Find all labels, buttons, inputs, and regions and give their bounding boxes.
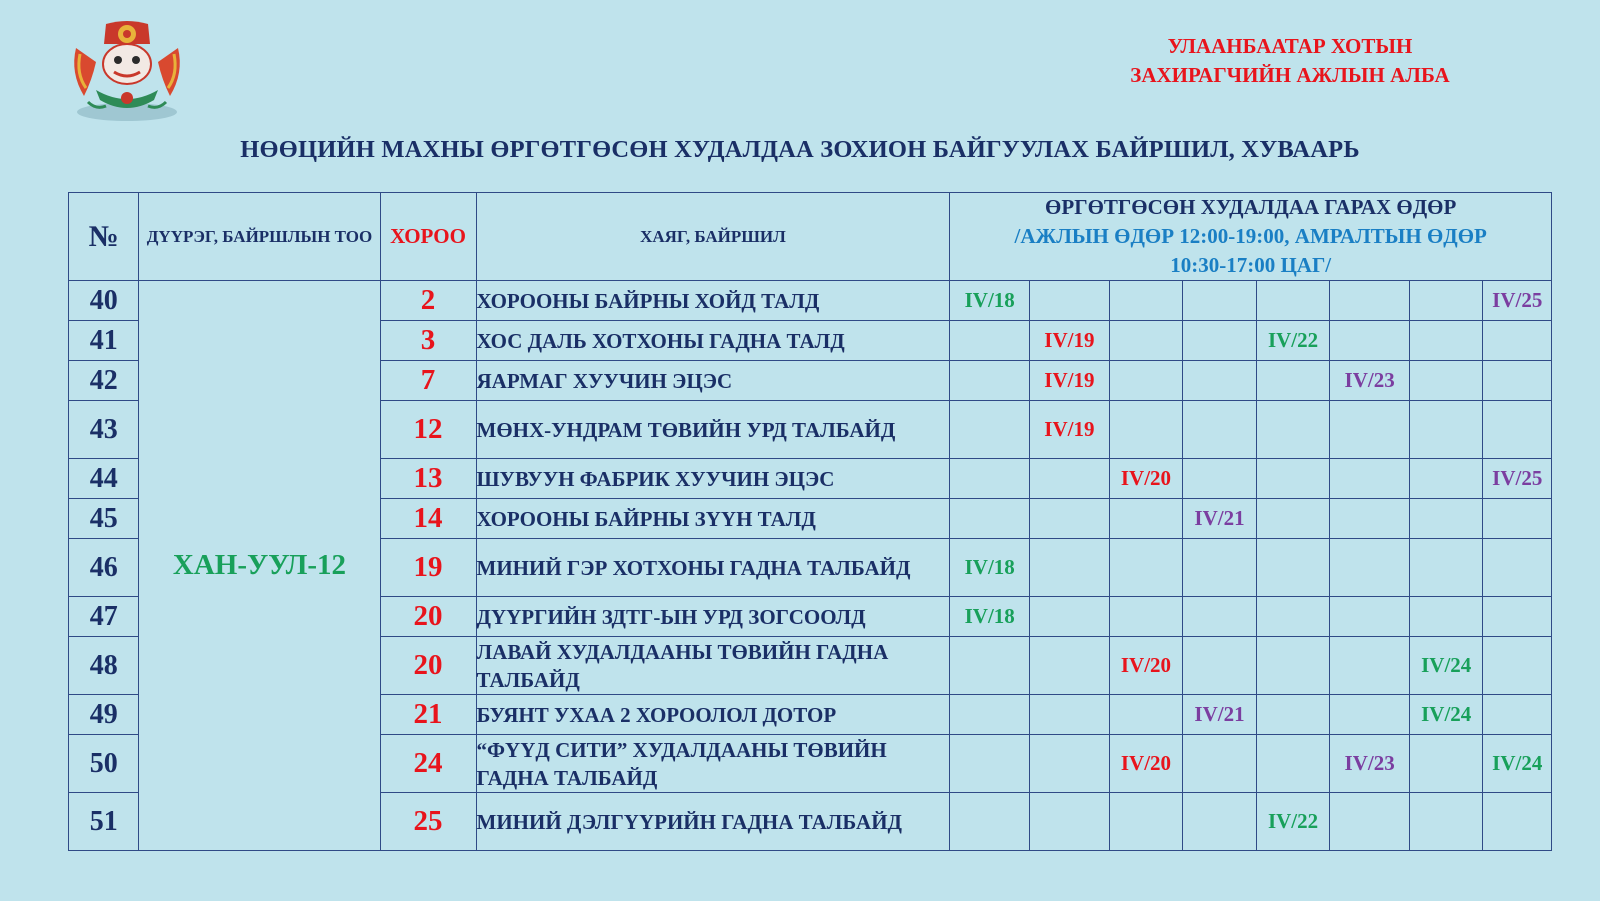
- date-cell: [950, 459, 1030, 499]
- row-number: 44: [69, 459, 139, 499]
- date-cell: [1330, 499, 1410, 539]
- date-cell: [1409, 321, 1483, 361]
- date-cell: [1483, 361, 1552, 401]
- date-cell: IV/19: [1030, 321, 1110, 361]
- date-cell: [1483, 597, 1552, 637]
- date-cell: [1030, 735, 1110, 793]
- date-cell: [1256, 401, 1330, 459]
- table-row: [69, 281, 1552, 321]
- date-cell: IV/25: [1483, 459, 1552, 499]
- date-cell: IV/18: [950, 539, 1030, 597]
- header-dates-hours-cont: 10:30-17:00 ЦАГ/: [1170, 253, 1332, 277]
- date-cell: [1483, 695, 1552, 735]
- row-number: 50: [69, 735, 139, 793]
- date-cell: [950, 499, 1030, 539]
- date-cell: [1109, 361, 1183, 401]
- address-cell: ЛАВАЙ ХУДАЛДААНЫ ТӨВИЙН ГАДНА ТАЛБАЙД: [476, 637, 950, 695]
- date-cell: [1030, 597, 1110, 637]
- row-number: 42: [69, 361, 139, 401]
- date-cell: [1109, 499, 1183, 539]
- date-cell: [1330, 321, 1410, 361]
- header-dates-title: ӨРГӨТГӨСӨН ХУДАЛДАА ГАРАХ ӨДӨР: [1045, 195, 1457, 219]
- date-cell: [1256, 597, 1330, 637]
- date-cell: IV/22: [1256, 321, 1330, 361]
- date-cell: IV/21: [1183, 499, 1257, 539]
- date-cell: [1330, 637, 1410, 695]
- date-cell: [1109, 695, 1183, 735]
- date-cell: [1483, 499, 1552, 539]
- date-cell: [1183, 459, 1257, 499]
- date-cell: [1256, 499, 1330, 539]
- row-number: 40: [69, 281, 139, 321]
- date-cell: [1183, 281, 1257, 321]
- date-cell: [1183, 637, 1257, 695]
- date-cell: [1330, 539, 1410, 597]
- date-cell: IV/20: [1109, 459, 1183, 499]
- date-cell: IV/19: [1030, 401, 1110, 459]
- date-cell: [1183, 539, 1257, 597]
- date-cell: [1409, 793, 1483, 851]
- date-cell: [1256, 361, 1330, 401]
- date-cell: [1030, 499, 1110, 539]
- khoroo-cell: 25: [380, 793, 476, 851]
- date-cell: [1409, 401, 1483, 459]
- date-cell: [1183, 321, 1257, 361]
- khoroo-cell: 12: [380, 401, 476, 459]
- date-cell: [1409, 281, 1483, 321]
- row-number: 46: [69, 539, 139, 597]
- khoroo-cell: 3: [380, 321, 476, 361]
- district-cell: ХАН-УУЛ-12: [139, 281, 380, 851]
- date-cell: [1483, 793, 1552, 851]
- khoroo-cell: 21: [380, 695, 476, 735]
- khoroo-cell: 14: [380, 499, 476, 539]
- date-cell: [1030, 793, 1110, 851]
- date-cell: [1409, 735, 1483, 793]
- header-district: ДҮҮРЭГ, БАЙРШЛЫН ТОО: [139, 193, 380, 281]
- date-cell: [1183, 401, 1257, 459]
- address-cell: ХОРООНЫ БАЙРНЫ ХОЙД ТАЛД: [476, 281, 950, 321]
- date-cell: IV/20: [1109, 637, 1183, 695]
- date-cell: [1030, 281, 1110, 321]
- date-cell: [1409, 459, 1483, 499]
- khoroo-cell: 20: [380, 637, 476, 695]
- organization-line-2: ЗАХИРАГЧИЙН АЖЛЫН АЛБА: [1130, 63, 1450, 87]
- date-cell: [1483, 401, 1552, 459]
- date-cell: [950, 793, 1030, 851]
- date-cell: [1256, 695, 1330, 735]
- date-cell: [1109, 401, 1183, 459]
- address-cell: ЯАРМАГ ХУУЧИН ЭЦЭС: [476, 361, 950, 401]
- date-cell: [1109, 321, 1183, 361]
- khoroo-cell: 20: [380, 597, 476, 637]
- row-number: 51: [69, 793, 139, 851]
- date-cell: [1109, 281, 1183, 321]
- date-cell: IV/19: [1030, 361, 1110, 401]
- date-cell: [1330, 459, 1410, 499]
- address-cell: МИНИЙ ГЭР ХОТХОНЫ ГАДНА ТАЛБАЙД: [476, 539, 950, 597]
- date-cell: [1256, 459, 1330, 499]
- header-row: [69, 193, 1552, 281]
- date-cell: [1030, 539, 1110, 597]
- address-cell: БУЯНТ УХАА 2 ХОРООЛОЛ ДОТОР: [476, 695, 950, 735]
- date-cell: [1183, 793, 1257, 851]
- row-number: 43: [69, 401, 139, 459]
- address-cell: ДҮҮРГИЙН ЗДТГ-ЫН УРД ЗОГСООЛД: [476, 597, 950, 637]
- date-cell: [1409, 539, 1483, 597]
- date-cell: [1256, 735, 1330, 793]
- date-cell: [1109, 539, 1183, 597]
- row-number: 49: [69, 695, 139, 735]
- date-cell: [1030, 695, 1110, 735]
- page-title: НӨӨЦИЙН МАХНЫ ӨРГӨТГӨСӨН ХУДАЛДАА ЗОХИОН БАЙГУУЛАХ БАЙРШИЛ, ХУВААРЬ: [240, 136, 1360, 163]
- date-cell: [1409, 361, 1483, 401]
- date-cell: IV/24: [1409, 637, 1483, 695]
- date-cell: [1030, 637, 1110, 695]
- header-no: №: [69, 193, 139, 281]
- khoroo-cell: 7: [380, 361, 476, 401]
- row-number: 45: [69, 499, 139, 539]
- date-cell: IV/23: [1330, 735, 1410, 793]
- organization-line-1: УЛААНБААТАР ХОТЫН: [1167, 34, 1413, 58]
- row-number: 41: [69, 321, 139, 361]
- date-cell: [1256, 637, 1330, 695]
- date-cell: [1483, 321, 1552, 361]
- date-cell: [1483, 539, 1552, 597]
- date-cell: [950, 401, 1030, 459]
- emblem-icon: [66, 18, 188, 126]
- address-cell: МӨНХ-УНДРАМ ТӨВИЙН УРД ТАЛБАЙД: [476, 401, 950, 459]
- header-address: ХАЯГ, БАЙРШИЛ: [476, 193, 950, 281]
- date-cell: [1330, 281, 1410, 321]
- date-cell: IV/21: [1183, 695, 1257, 735]
- khoroo-cell: 2: [380, 281, 476, 321]
- address-cell: ХОРООНЫ БАЙРНЫ ЗҮҮН ТАЛД: [476, 499, 950, 539]
- address-cell: “ФҮҮД СИТИ” ХУДАЛДААНЫ ТӨВИЙН ГАДНА ТАЛБАЙД: [476, 735, 950, 793]
- date-cell: IV/24: [1483, 735, 1552, 793]
- khoroo-cell: 13: [380, 459, 476, 499]
- date-cell: [1109, 597, 1183, 637]
- date-cell: [950, 637, 1030, 695]
- date-cell: [1409, 597, 1483, 637]
- address-cell: ШУВУУН ФАБРИК ХУУЧИН ЭЦЭС: [476, 459, 950, 499]
- organization-name: [1080, 32, 1500, 90]
- date-cell: IV/24: [1409, 695, 1483, 735]
- row-number: 47: [69, 597, 139, 637]
- date-cell: [950, 361, 1030, 401]
- date-cell: [1030, 459, 1110, 499]
- date-cell: [950, 695, 1030, 735]
- date-cell: IV/25: [1483, 281, 1552, 321]
- date-cell: [950, 321, 1030, 361]
- date-cell: [1483, 637, 1552, 695]
- date-cell: IV/20: [1109, 735, 1183, 793]
- date-cell: [1409, 499, 1483, 539]
- date-cell: [1183, 735, 1257, 793]
- header-dates-hours: /АЖЛЫН ӨДӨР 12:00-19:00, АМРАЛТЫН ӨДӨР: [1014, 224, 1487, 248]
- date-cell: [950, 735, 1030, 793]
- date-cell: IV/22: [1256, 793, 1330, 851]
- date-cell: [1330, 401, 1410, 459]
- date-cell: IV/23: [1330, 361, 1410, 401]
- date-cell: [1183, 361, 1257, 401]
- khoroo-cell: 24: [380, 735, 476, 793]
- khoroo-cell: 19: [380, 539, 476, 597]
- date-cell: [1183, 597, 1257, 637]
- date-cell: [1109, 793, 1183, 851]
- date-cell: [1330, 695, 1410, 735]
- date-cell: [1256, 539, 1330, 597]
- row-number: 48: [69, 637, 139, 695]
- address-cell: МИНИЙ ДЭЛГҮҮРИЙН ГАДНА ТАЛБАЙД: [476, 793, 950, 851]
- header-dates: [950, 193, 1552, 281]
- date-cell: [1330, 793, 1410, 851]
- date-cell: [1330, 597, 1410, 637]
- date-cell: IV/18: [950, 281, 1030, 321]
- schedule-table: [68, 192, 1552, 851]
- date-cell: IV/18: [950, 597, 1030, 637]
- header-khoroo: ХОРОО: [380, 193, 476, 281]
- address-cell: ХОС ДАЛЬ ХОТХОНЫ ГАДНА ТАЛД: [476, 321, 950, 361]
- date-cell: [1256, 281, 1330, 321]
